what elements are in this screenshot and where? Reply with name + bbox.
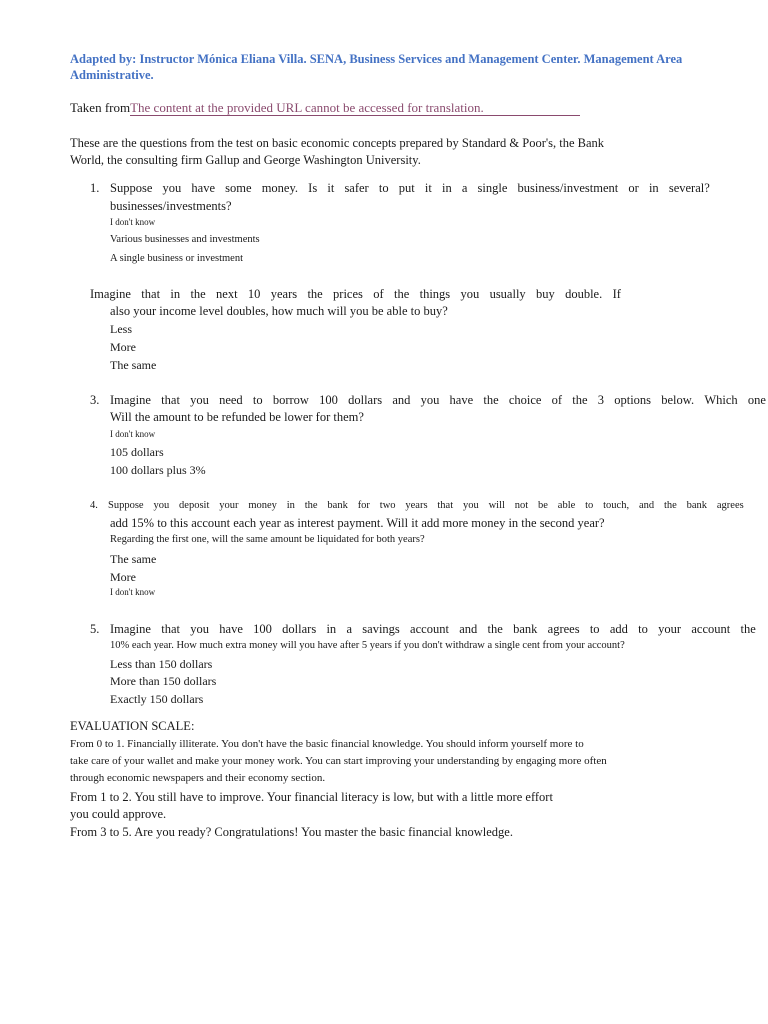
- question-3-option-3: 100 dollars plus 3%: [110, 463, 206, 477]
- word: things: [419, 287, 451, 301]
- question-1-option-2: Various businesses and investments: [110, 234, 260, 245]
- word: your: [658, 622, 682, 636]
- question-4-line3: Regarding the first one, will the same amount be liquidated for both years?: [110, 534, 425, 545]
- word: the: [304, 500, 318, 511]
- word: of: [551, 393, 563, 407]
- word: Imagine: [110, 393, 151, 407]
- question-4-line1: [108, 499, 744, 513]
- word: you: [153, 500, 170, 511]
- word: the: [483, 393, 499, 407]
- question-2-option-2: More: [110, 340, 136, 354]
- intro-paragraph: [70, 135, 604, 169]
- question-1-line1: [110, 180, 710, 197]
- question-5-line1: [110, 621, 756, 638]
- word: not: [514, 500, 529, 511]
- word: be: [538, 500, 548, 511]
- word: it: [424, 181, 432, 195]
- word: years: [270, 287, 298, 301]
- word: savings: [362, 622, 400, 636]
- word: account: [691, 622, 731, 636]
- word: years: [405, 500, 428, 511]
- word: to: [638, 622, 648, 636]
- evaluation-scale-line1: From 0 to 1. Financially illiterate. You don't have the basic financial knowledge. You should inform yourself more to: [70, 738, 584, 750]
- word: to: [378, 181, 389, 195]
- word: you: [420, 393, 440, 407]
- question-5-line2: 10% each year. How much extra money will you have after 5 years if you don't withdraw a single cent from your account?: [110, 640, 625, 651]
- question-3-option-2: 105 dollars: [110, 445, 164, 459]
- word: below.: [661, 393, 695, 407]
- question-1-number: 1.: [90, 181, 100, 195]
- word: agrees: [547, 622, 580, 636]
- word: the: [572, 393, 588, 407]
- question-1-option-3: A single business or investment: [110, 253, 243, 264]
- question-1-line2: businesses/investments?: [110, 199, 232, 213]
- word: bank: [513, 622, 538, 636]
- intro-line1: These are the questions from the test on basic economic concepts prepared by Standard & Poor's, the Bank: [70, 136, 605, 150]
- question-5-number: 5.: [90, 622, 100, 636]
- question-2-option-3: The same: [110, 358, 157, 372]
- word: the: [740, 622, 756, 636]
- question-4-option-2: More: [110, 570, 136, 584]
- word: the: [487, 622, 503, 636]
- evaluation-scale-line3: through economic newspapers and their economy section.: [70, 772, 326, 784]
- question-5-option-1: Less than 150 dollars: [110, 657, 213, 671]
- word: Imagine: [90, 287, 131, 301]
- evaluation-scale-line4: From 1 to 2. You still have to improve. Your financial literacy is low, but with a little more effort: [70, 790, 553, 804]
- word: touch,: [603, 500, 630, 511]
- taken-from-line: [70, 99, 580, 116]
- word: agrees: [716, 500, 744, 511]
- word: Imagine: [110, 622, 151, 636]
- word: prices: [333, 287, 363, 301]
- word: and: [638, 500, 655, 511]
- word: options: [614, 393, 652, 407]
- word: the: [307, 287, 323, 301]
- question-1-option-1: I don't know: [110, 217, 156, 227]
- word: 100: [319, 393, 338, 407]
- word: one: [747, 393, 766, 407]
- word: in: [286, 500, 295, 511]
- word: you: [162, 181, 182, 195]
- word: business/investment: [517, 181, 619, 195]
- taken-from-label: Taken from: [70, 100, 131, 115]
- word: double.: [565, 287, 603, 301]
- word: bank: [686, 500, 708, 511]
- word: the: [393, 287, 410, 301]
- word: and: [459, 622, 478, 636]
- word: for: [357, 500, 370, 511]
- word: you: [460, 287, 480, 301]
- word: able: [557, 500, 576, 511]
- word: a: [346, 622, 353, 636]
- evaluation-scale-line2: take care of your wallet and make your money work. You can start improving your understanding by engaging more often: [70, 755, 607, 767]
- question-4-option-3: I don't know: [110, 587, 156, 597]
- word: If: [612, 287, 621, 301]
- word: you: [190, 393, 209, 407]
- word: 100: [253, 622, 272, 636]
- question-3-line1: [110, 392, 766, 409]
- word: Is: [308, 181, 318, 195]
- question-4-number: 4.: [90, 500, 98, 511]
- word: Suppose: [108, 500, 144, 511]
- word: to: [589, 622, 600, 636]
- word: in: [170, 287, 181, 301]
- word: that: [437, 500, 454, 511]
- word: choice: [508, 393, 542, 407]
- word: the: [190, 287, 206, 301]
- question-3-option-1: I don't know: [110, 429, 156, 439]
- word: money: [248, 500, 277, 511]
- word: next: [216, 287, 238, 301]
- word: have: [449, 393, 474, 407]
- intro-line2: World, the consulting firm Gallup and George Washington University.: [70, 153, 421, 167]
- word: in: [648, 181, 659, 195]
- word: have: [191, 181, 216, 195]
- adapted-by-line2: Administrative.: [70, 68, 154, 82]
- word: the: [663, 500, 677, 511]
- word: deposit: [179, 500, 210, 511]
- adapted-by-heading: [70, 51, 690, 83]
- question-2-line2: also your income level doubles, how much will you be able to buy?: [110, 304, 448, 318]
- word: your: [219, 500, 239, 511]
- question-5-option-2: More than 150 dollars: [110, 674, 217, 688]
- question-3-number: 3.: [90, 393, 100, 407]
- word: 10: [247, 287, 261, 301]
- word: that: [141, 287, 161, 301]
- word: to: [585, 500, 594, 511]
- question-2-option-1: Less: [110, 322, 132, 336]
- word: 3: [597, 393, 605, 407]
- word: in: [441, 181, 452, 195]
- word: money.: [261, 181, 299, 195]
- word: need: [219, 393, 243, 407]
- word: that: [161, 393, 180, 407]
- word: Which: [704, 393, 738, 407]
- evaluation-scale-line6: From 3 to 5. Are you ready? Congratulations! You master the basic financial knowledge.: [70, 825, 513, 839]
- word: in: [326, 622, 337, 636]
- word: single: [477, 181, 508, 195]
- adapted-by-line1: Adapted by: Instructor Mónica Eliana Villa. SENA, Business Services and Management Center. Management Area: [70, 52, 683, 66]
- word: will: [488, 500, 505, 511]
- word: usually: [489, 287, 526, 301]
- source-link[interactable]: The content at the provided URL cannot be accessed for translation.: [130, 100, 580, 116]
- question-4-line2: add 15% to this account each year as interest payment. Will it add more money in the second year?: [110, 516, 605, 530]
- word: to: [252, 393, 263, 407]
- word: account: [410, 622, 449, 636]
- word: Suppose: [110, 181, 153, 195]
- question-5-option-3: Exactly 150 dollars: [110, 692, 204, 706]
- word: of: [373, 287, 384, 301]
- question-4-option-1: The same: [110, 552, 157, 566]
- word: buy: [536, 287, 555, 301]
- word: dollars: [348, 393, 383, 407]
- word: you: [190, 622, 209, 636]
- word: have: [219, 622, 243, 636]
- evaluation-scale-line5: you could approve.: [70, 807, 167, 821]
- word: borrow: [272, 393, 309, 407]
- word: that: [161, 622, 180, 636]
- word: it: [327, 181, 335, 195]
- word: you: [462, 500, 479, 511]
- word: add: [609, 622, 628, 636]
- evaluation-scale-title: EVALUATION SCALE:: [70, 719, 195, 733]
- word: a: [461, 181, 468, 195]
- question-2-line1: [90, 286, 621, 303]
- word: two: [379, 500, 396, 511]
- word: put: [398, 181, 415, 195]
- word: some: [225, 181, 252, 195]
- word: several?: [668, 181, 710, 195]
- word: and: [392, 393, 411, 407]
- word: or: [628, 181, 639, 195]
- word: bank: [327, 500, 348, 511]
- word: dollars: [282, 622, 317, 636]
- word: safer: [344, 181, 369, 195]
- question-3-line2: Will the amount to be refunded be lower for them?: [110, 410, 364, 424]
